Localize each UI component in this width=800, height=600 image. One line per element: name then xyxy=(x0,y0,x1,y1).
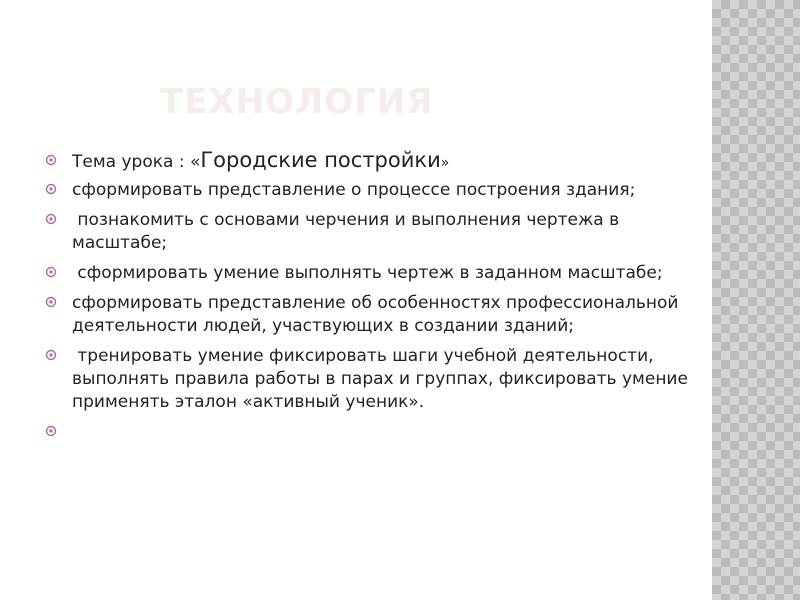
list-item xyxy=(44,292,704,338)
circle-bullet-icon xyxy=(44,348,58,362)
circle-bullet-icon xyxy=(44,295,58,309)
slide-title: ТЕХНОЛОГИЯ xyxy=(160,82,434,122)
subject-suffix: » xyxy=(440,155,450,171)
list-item-text: сформировать представление об особенностях профессиональной деятельности людей, участвующих в создании зданий; xyxy=(72,293,679,336)
list-item-text: познакомить с основами черчения и выполнения чертежа в масштабе; xyxy=(72,210,625,253)
bullet-list xyxy=(44,146,704,421)
list-item-text: сформировать представление о процессе построения здания; xyxy=(72,180,636,200)
decorative-side-panel xyxy=(712,0,800,600)
list-item xyxy=(44,345,704,414)
circle-bullet-icon xyxy=(44,212,58,226)
list-item-subject xyxy=(44,146,704,177)
list-item-text: тренировать умение фиксировать шаги учебной деятельности, выполнять правила работы в парах и группах, фиксировать умение применять эталон «активный ученик». xyxy=(72,346,694,412)
subject-topic: Городские постройки xyxy=(200,148,441,172)
circle-bullet-icon xyxy=(44,153,58,167)
list-item xyxy=(44,209,704,255)
list-item-text: сформировать умение выполнять чертеж в заданном масштабе; xyxy=(72,263,663,283)
subject-prefix: Тема урока : « xyxy=(72,152,201,172)
circle-bullet-icon xyxy=(44,182,58,196)
circle-bullet-icon xyxy=(44,265,58,279)
circle-bullet-icon xyxy=(44,424,58,438)
list-item xyxy=(44,262,704,285)
list-item xyxy=(44,179,704,202)
